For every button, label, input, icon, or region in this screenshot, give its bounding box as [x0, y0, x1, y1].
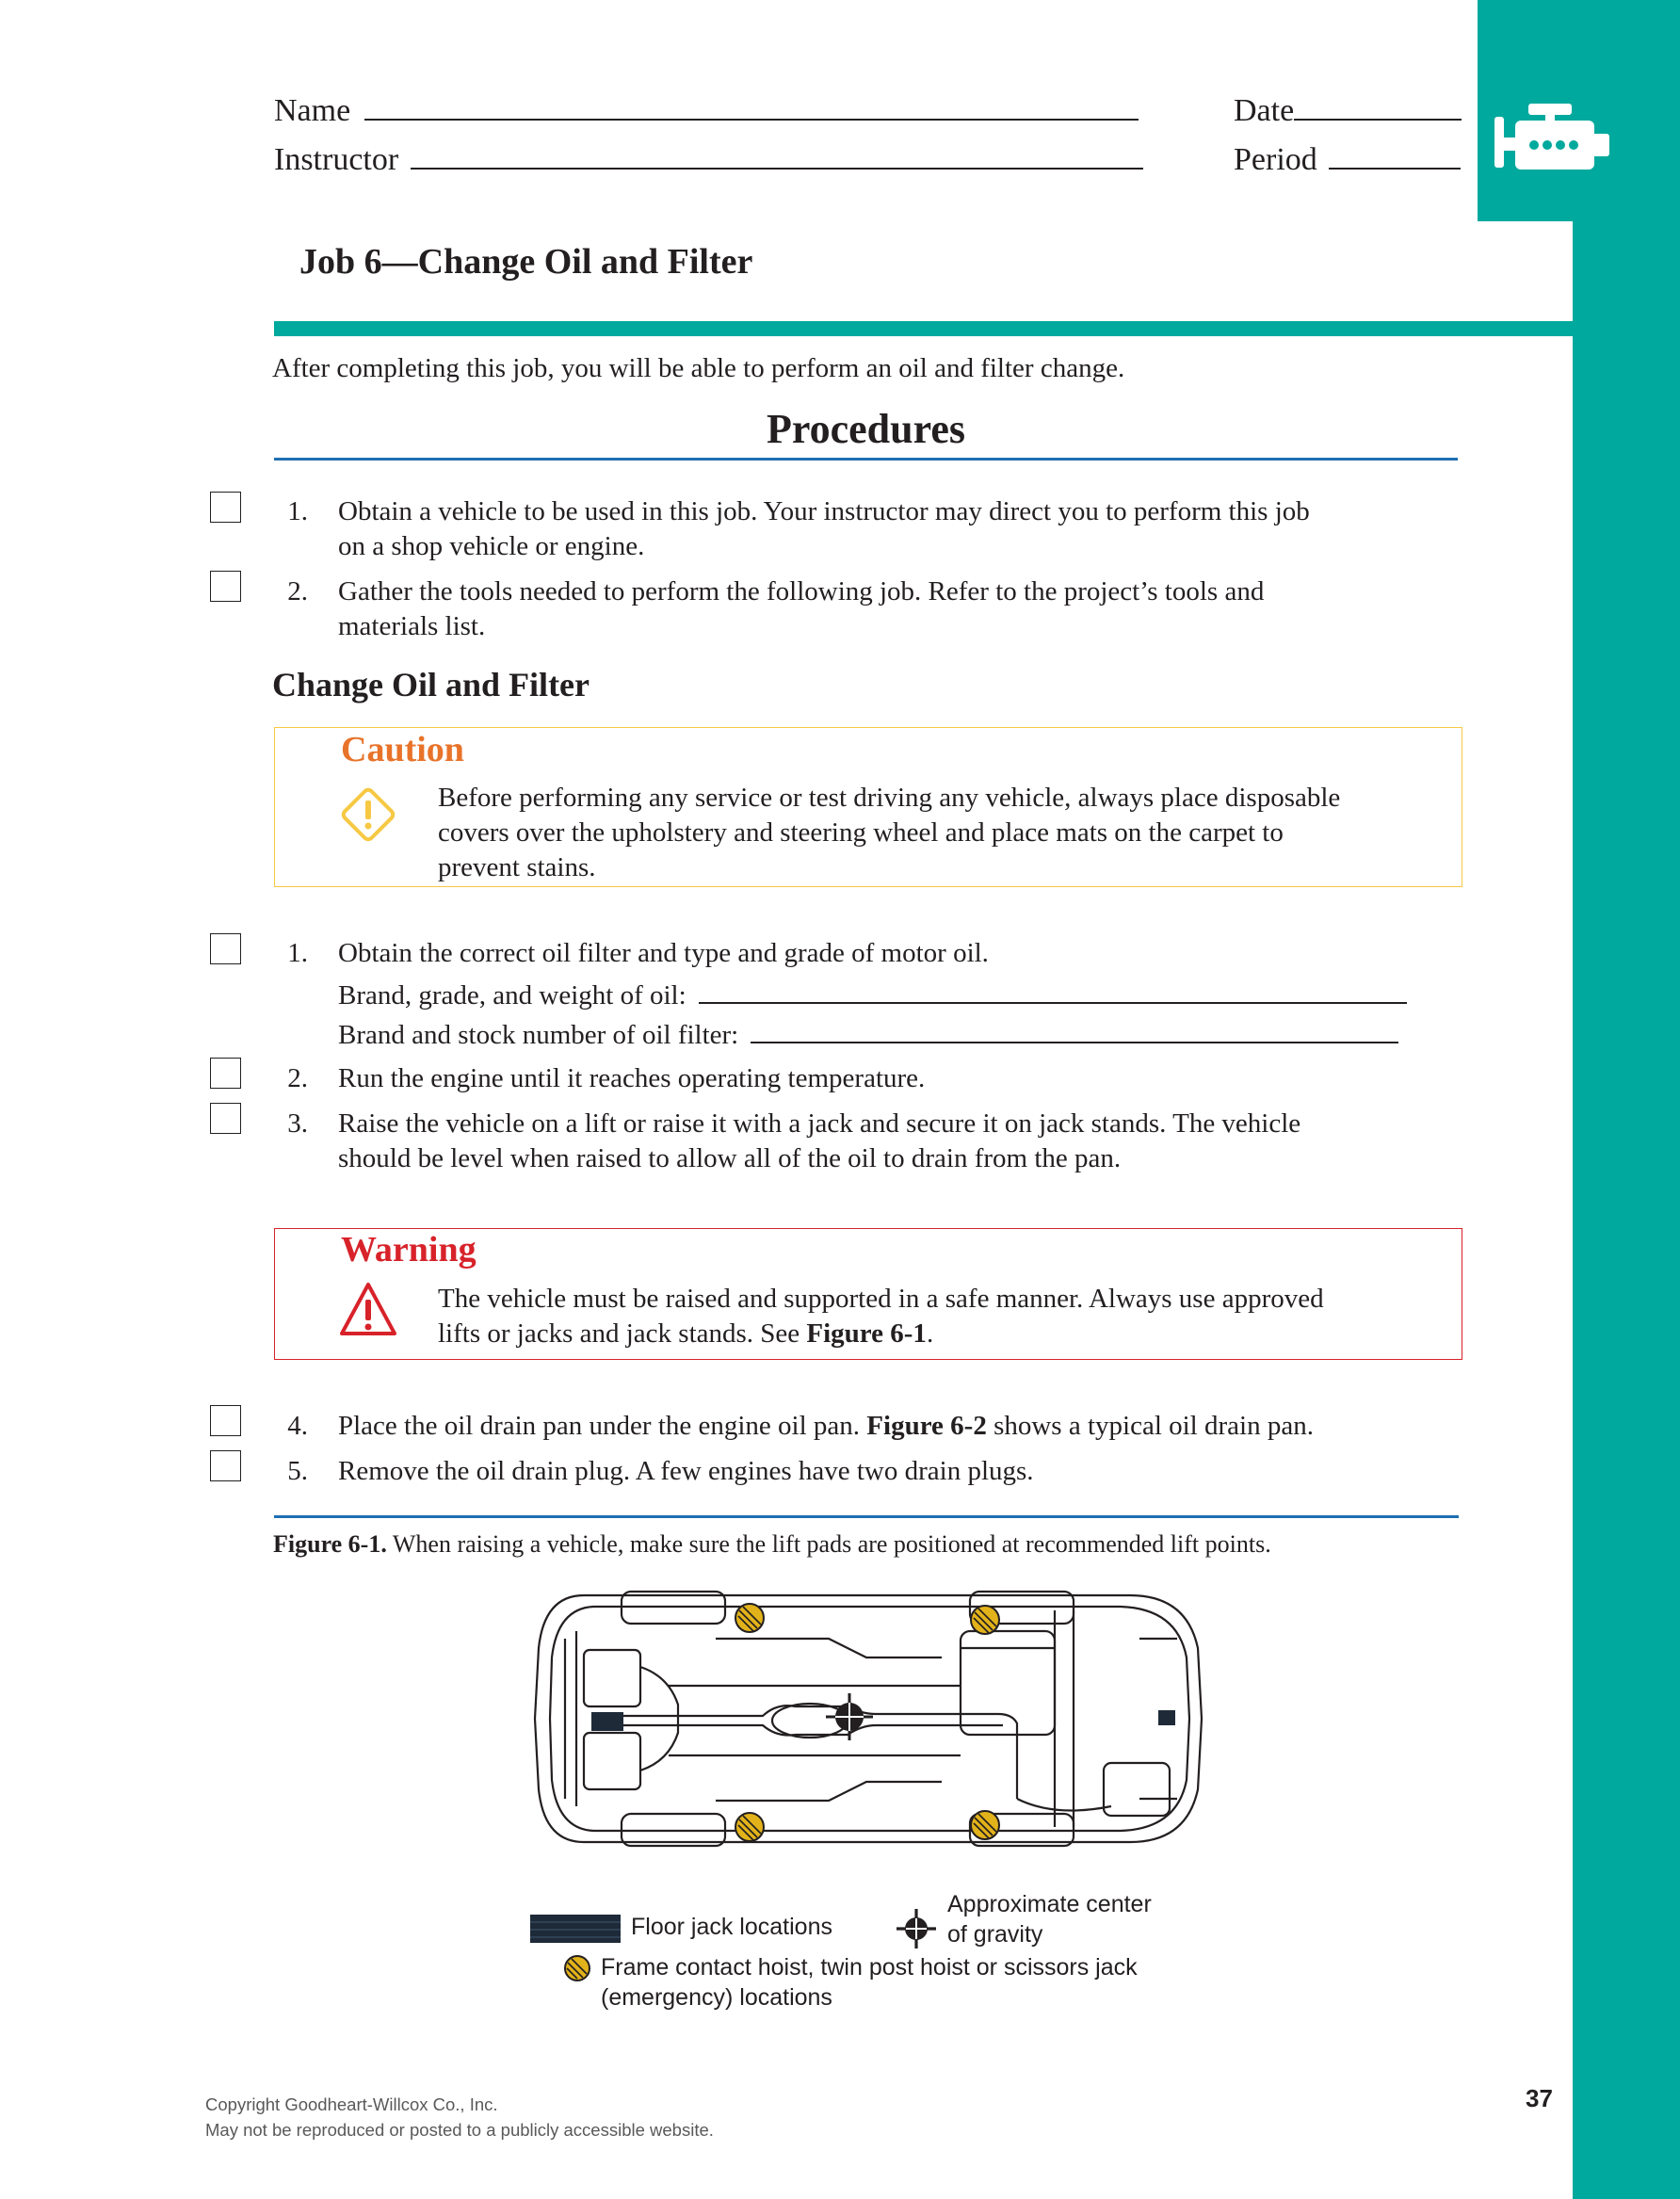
filter-field[interactable] — [338, 1018, 1398, 1053]
legend-line: Frame contact hoist, twin post hoist or scissors jack — [601, 1954, 1138, 1981]
step-text-part: Place the oil drain pan under the engine oil pan. — [338, 1411, 867, 1441]
step-line: should be level when raised to allow all of the oil to drain from the pan. — [338, 1143, 1122, 1173]
step-checkbox[interactable] — [210, 933, 241, 964]
instructor-field[interactable] — [274, 141, 1143, 179]
step-checkbox[interactable] — [210, 1450, 241, 1481]
name-field[interactable] — [274, 92, 1139, 130]
date-label: Date — [1234, 93, 1295, 128]
caution-text — [438, 781, 1340, 885]
step-line: on a shop vehicle or engine. — [338, 531, 645, 561]
oil-field[interactable] — [338, 978, 1407, 1013]
period-field[interactable] — [1234, 141, 1461, 179]
filter-field-label: Brand and stock number of oil filter: — [338, 1020, 739, 1050]
engine-icon — [1491, 96, 1611, 186]
caution-line: Before performing any service or test driving any vehicle, always place disposable — [438, 783, 1341, 813]
step-text — [338, 574, 1264, 644]
step-number: 4. — [287, 1411, 308, 1441]
step-text — [338, 494, 1310, 564]
floor-jack-label: Floor jack locations — [631, 1914, 832, 1940]
side-color-band — [1573, 0, 1680, 2199]
step-number: 1. — [287, 496, 308, 526]
warning-line: The vehicle must be raised and supported in a safe manner. Always use approved — [438, 1284, 1324, 1314]
caution-line: covers over the upholstery and steering wheel and place mats on the carpet to — [438, 817, 1284, 848]
figure-caption-text: When raising a vehicle, make sure the lift pads are positioned at recommended lift points. — [386, 1530, 1271, 1558]
step-number: 1. — [287, 938, 308, 968]
warning-title: Warning — [341, 1230, 477, 1269]
date-field[interactable] — [1234, 92, 1462, 130]
oil-field-blank[interactable] — [699, 979, 1407, 1004]
copyright-line: May not be reproduced or posted to a publicly accessible website. — [205, 2120, 714, 2140]
warning-line-text: lifts or jacks and jack stands. See — [438, 1318, 807, 1349]
section-heading: Change Oil and Filter — [272, 666, 590, 703]
step-line: Raise the vehicle on a lift or raise it with a jack and secure it on jack stands. The vehicle — [338, 1108, 1301, 1139]
step-line: Gather the tools needed to perform the following job. Refer to the project’s tools and — [338, 576, 1265, 606]
step-text: Obtain the correct oil filter and type and grade of motor oil. — [338, 938, 989, 968]
step-number: 3. — [287, 1108, 308, 1139]
title-rule — [274, 321, 1573, 336]
hoist-point-icon — [563, 1954, 591, 1982]
warning-triangle-icon — [337, 1279, 399, 1341]
warning-line — [438, 1317, 1324, 1351]
step-checkbox[interactable] — [210, 492, 241, 523]
instructor-blank[interactable] — [411, 141, 1143, 170]
legend-line: Approximate center — [947, 1891, 1152, 1917]
caution-title: Caution — [341, 730, 464, 769]
job-title: Job 6—Change Oil and Filter — [299, 242, 753, 282]
caution-diamond-icon — [337, 784, 399, 846]
legend-line: of gravity — [947, 1921, 1043, 1948]
oil-field-label: Brand, grade, and weight of oil: — [338, 980, 687, 1011]
step-text — [338, 1107, 1300, 1176]
figure-caption — [273, 1529, 1271, 1560]
filter-field-blank[interactable] — [751, 1019, 1398, 1043]
center-of-gravity-icon — [895, 1907, 938, 1950]
step-checkbox[interactable] — [210, 1058, 241, 1089]
copyright-notice — [205, 2092, 714, 2142]
step-text: Remove the oil drain plug. A few engines have two drain plugs. — [338, 1456, 1034, 1486]
warning-text — [438, 1282, 1324, 1351]
step-text: Run the engine until it reaches operating temperature. — [338, 1063, 926, 1093]
figure-rule — [274, 1515, 1459, 1518]
step-text-part: shows a typical oil drain pan. — [986, 1411, 1314, 1441]
step-checkbox[interactable] — [210, 1405, 241, 1436]
center-of-gravity-label — [947, 1889, 1152, 1949]
floor-jack-swatch — [530, 1915, 621, 1943]
vehicle-underside-diagram — [527, 1582, 1205, 1855]
step-text — [338, 1409, 1314, 1444]
step-number: 2. — [287, 1063, 308, 1093]
figure-reference: Figure 6-2 — [866, 1411, 987, 1441]
step-line: materials list. — [338, 611, 486, 641]
period-label: Period — [1234, 142, 1317, 177]
instructor-label: Instructor — [274, 142, 399, 177]
figure-label: Figure 6-1. — [273, 1530, 387, 1558]
procedures-rule — [274, 458, 1458, 461]
name-blank[interactable] — [364, 92, 1139, 121]
page-number: 37 — [1526, 2084, 1553, 2112]
name-label: Name — [274, 93, 351, 128]
caution-line: prevent stains. — [438, 852, 596, 882]
date-blank[interactable] — [1294, 92, 1462, 121]
step-checkbox[interactable] — [210, 571, 241, 602]
legend-line: (emergency) locations — [601, 1984, 832, 2011]
hoist-point-label — [601, 1952, 1138, 2013]
copyright-line: Copyright Goodheart-Willcox Co., Inc. — [205, 2094, 498, 2114]
period-blank[interactable] — [1329, 141, 1461, 170]
step-checkbox[interactable] — [210, 1103, 241, 1134]
procedures-heading: Procedures — [767, 406, 965, 452]
step-number: 2. — [287, 576, 308, 606]
figure-reference: Figure 6-1 — [806, 1318, 927, 1349]
warning-line-text: . — [926, 1318, 934, 1349]
step-line: Obtain a vehicle to be used in this job. Your instructor may direct you to perform this job — [338, 496, 1310, 526]
step-number: 5. — [287, 1456, 308, 1486]
intro-text: After completing this job, you will be able to perform an oil and filter change. — [272, 353, 1125, 383]
